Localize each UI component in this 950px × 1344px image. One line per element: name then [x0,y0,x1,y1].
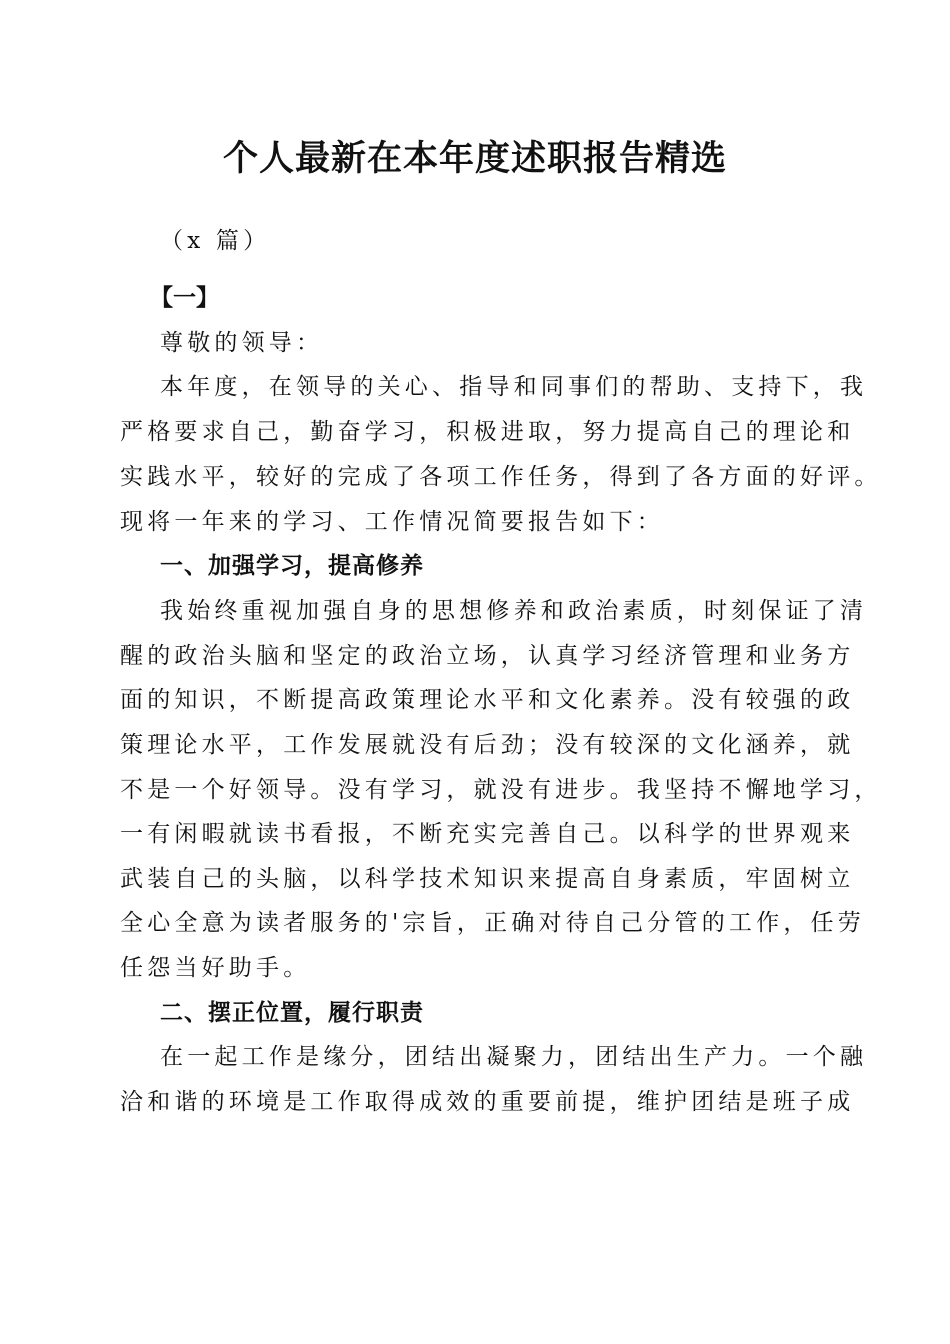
paragraph-line: 策理论水平，工作发展就没有后劲；没有较深的文化涵养，就 [120,732,855,758]
section-heading-1: 一、加强学习，提高修养 [160,553,424,579]
paragraph-line: 不是一个好领导。没有学习，就没有进步。我坚持不懈地学习， [120,777,882,803]
paragraph-line: 一有闲暇就读书看报，不断充实完善自己。以科学的世界观来 [120,821,855,847]
paragraph-line: 我始终重视加强自身的思想修养和政治素质，时刻保证了清 [160,598,868,624]
paragraph-line: 醒的政治头脑和坚定的政治立场，认真学习经济管理和业务方 [120,643,855,669]
paragraph-line: 任怨当好助手。 [120,955,311,981]
subtitle: （x 篇） [160,228,271,254]
salutation: 尊敬的领导： [160,330,324,356]
paragraph-line: 洽和谐的环境是工作取得成效的重要前提，维护团结是班子成 [120,1089,855,1115]
paragraph-line: 全心全意为读者服务的'宗旨，正确对待自己分管的工作，任劳 [120,910,865,936]
paragraph-line: 实践水平，较好的完成了各项工作任务，得到了各方面的好评。 [120,464,882,490]
paragraph-line: 严格要求自己，勤奋学习，积极进取，努力提高自己的理论和 [120,419,855,445]
paragraph-line: 面的知识，不断提高政策理论水平和文化素养。没有较强的政 [120,687,855,713]
document-title: 个人最新在本年度述职报告精选 [222,139,727,179]
section-marker: 【一】 [150,285,219,311]
paragraph-line: 在一起工作是缘分，团结出凝聚力，团结出生产力。一个融 [160,1044,868,1070]
paragraph-line: 本年度，在领导的关心、指导和同事们的帮助、支持下，我 [160,374,868,400]
paragraph-line: 武装自己的头脑，以科学技术知识来提高自身素质，牢固树立 [120,866,855,892]
paragraph-line: 现将一年来的学习、工作情况简要报告如下： [120,509,664,535]
section-heading-2: 二、摆正位置，履行职责 [160,1000,424,1026]
